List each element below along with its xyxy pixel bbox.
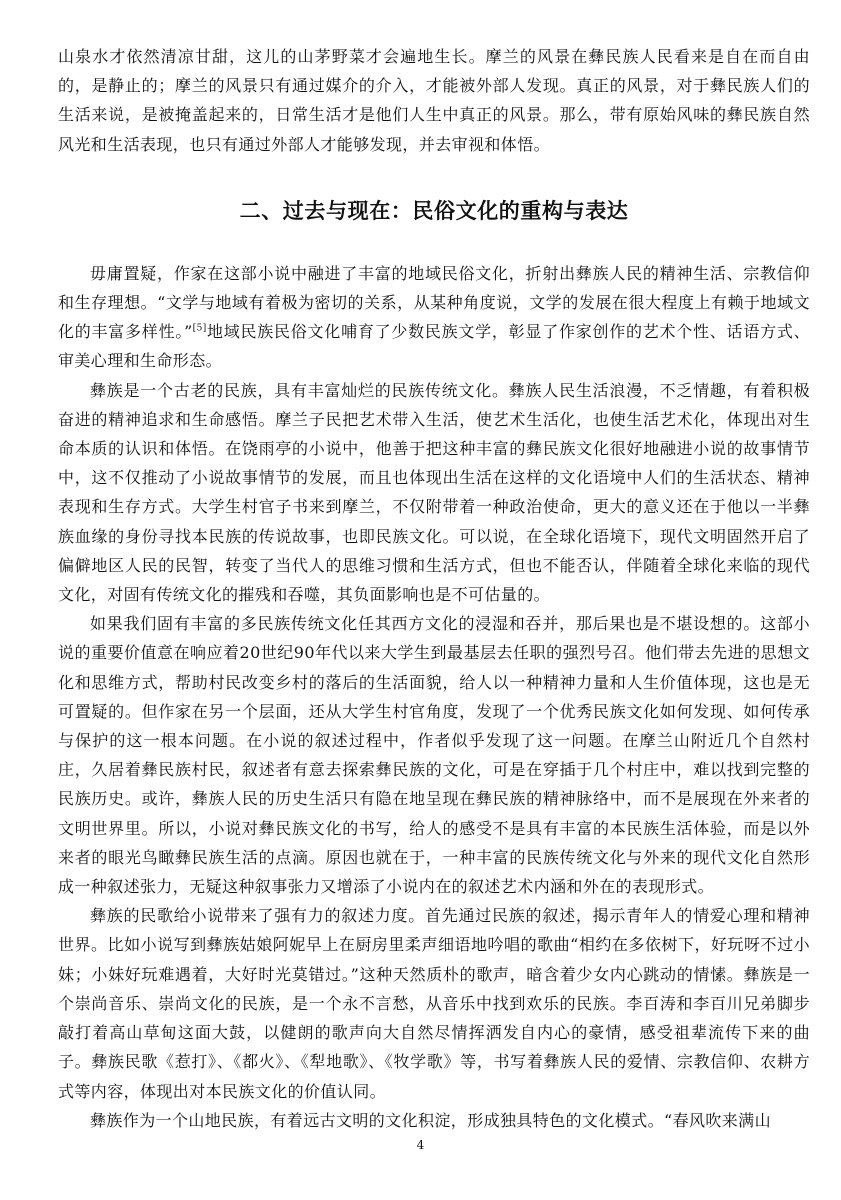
paragraph-landscape: 山泉水才依然清凉甘甜，这儿的山茅野菜才会遍地生长。摩兰的风景在彝民族人民看来是自在而自由的，是静止的；摩兰的风景只有通过媒介的介入，才能被外部人发现。真正的风景，对于彝民族人们的生活来说，是被掩盖起来的，日常生活才是他们人生中真正的风景。那么，带有原始风味的彝民族自然风光和生活表现，也只有通过外部人才能够发现，并去审视和体悟。 [58, 47, 810, 154]
paragraph-text-after-citation: 地域民族民俗文化哺育了少数民族文学，彰显了作家创作的艺术个性、话语方式、审美心理和生命形态。 [58, 322, 811, 371]
paragraph-folk-songs: 彝族的民歌给小说带来了强有力的叙述力度。首先通过民族的叙述，揭示青年人的情爱心理和精神世界。比如小说写到彝族姑娘阿妮早上在厨房里柔声细语地吟唱的歌曲“相约在多依树下，好玩呀不过小妹；小妹好玩难遇着，大好时光莫错过。”这种天然质朴的歌声，暗含着少女内心跳动的情愫。彝族是一个崇尚音乐、崇尚文化的民族，是一个永不言愁，从音乐中找到欢乐的民族。李百涛和李百川兄弟脚步敲打着高山草甸这面大鼓，以健朗的歌声向大自然尽情挥洒发自内心的豪情，感受祖辈流传下来的曲子。彝族民歌《惹打》、《都火》、《犁地歌》、《牧学歌》等，书写着彝族人民的爱情、宗教信仰、农耕方式等内容，体现出对本民族文化的价值认同。 [58, 906, 810, 1101]
section-title: 二、过去与现在：民俗文化的重构与表达 [239, 198, 629, 223]
paragraph-mountain-culture: 彝族作为一个山地民族，有着远古文明的文化积淀，形成独具特色的文化模式。“春风吹来满山 [90, 1110, 771, 1130]
paragraph-folk-culture [58, 259, 810, 376]
paragraph-text-before-citation: 毋庸置疑，作家在这部小说中融进了丰富的地域民俗文化，折射出彝族人民的精神生活、宗教信仰和生存理想。“文学与地域有着极为密切的关系，从某种角度说，文学的发展在很大程度上有赖于地域文化的丰富多样性。” [58, 263, 810, 342]
paragraph-cultural-tension: 如果我们固有丰富的多民族传统文化任其西方文化的浸湿和吞并，那后果也是不堪设想的。这部小说的重要价值意在响应着20世纪90年代以来大学生到最基层去任职的强烈号召。他们带去先进的思想文化和思维方式，帮助村民改变乡村的落后的生活面貌，给人以一种精神力量和人生价值体现，这也是无可置疑的。但作家在另一个层面，还从大学生村官角度，发现了一个优秀民族文化如何发现、如何传承与保护的这一根本问题。在小说的叙述过程中，作者似乎发现了这一问题。在摩兰山附近几个自然村庄，久居着彝民族村民，叙述者有意去探索彝民族的文化，可是在穿插于几个村庄中，难以找到完整的民族历史。或许，彝族人民的历史生活只有隐在地呈现在彝民族的精神脉络中，而不是展现在外来者的文明世界里。所以，小说对彝民族文化的书写，给人的感受不是具有丰富的本民族生活体验，而是以外来者的眼光鸟瞰彝民族生活的点滴。原因也就在于，一种丰富的民族传统文化与外来的现代文化自然形成一种叙述张力，无疑这种叙事张力又增添了小说内在的叙述艺术内涵和外在的表现形式。 [58, 614, 810, 897]
page-number: 4 [416, 1138, 425, 1152]
citation-reference: [5] [192, 323, 207, 334]
paragraph-yi-tradition: 彝族是一个古老的民族，具有丰富灿烂的民族传统文化。彝族人民生活浪漫，不乏情趣，有着积极奋进的精神追求和生命感悟。摩兰子民把艺术带入生活，使艺术生活化，也使生活艺术化，体现出对生命本质的认识和体悟。在饶雨亭的小说中，他善于把这种丰富的彝民族文化很好地融进小说的故事情节中，这不仅推动了小说故事情节的发展，而且也体现出生活在这样的文化语境中人们的生活状态、精神表现和生存方式。大学生村官子书来到摩兰，不仅附带着一种政治使命，更大的意义还在于他以一半彝族血缘的身份寻找本民族的传说故事，也即民族文化。可以说，在全球化语境下，现代文明固然开启了偏僻地区人民的民智，转变了当代人的思维习惯和生活方式，但也不能否认，伴随着全球化来临的现代文化，对固有传统文化的摧残和吞噬，其负面影响也是不可估量的。 [58, 380, 810, 605]
document-page [58, 42, 810, 1135]
